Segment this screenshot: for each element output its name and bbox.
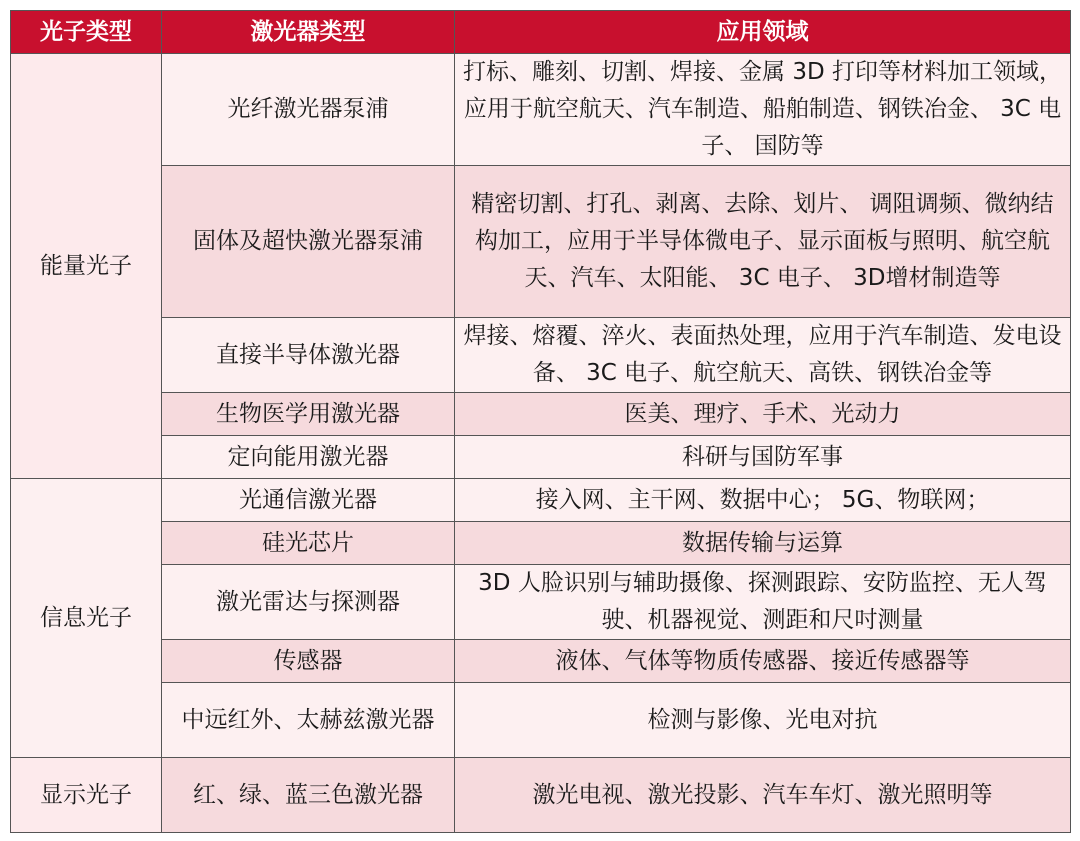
laser-application-table [10,10,1071,833]
application-cell: 接入网、主干网、数据中心； 5G、物联网； [455,479,1071,522]
header-photon-type: 光子类型 [11,11,162,54]
table-row [11,393,1071,436]
table-row [11,522,1071,565]
header-laser-type: 激光器类型 [162,11,455,54]
table-row [11,565,1071,640]
table-row [11,318,1071,393]
category-information-photon: 信息光子 [11,479,162,758]
application-cell: 液体、气体等物质传感器、接近传感器等 [455,640,1071,683]
header-application: 应用领域 [455,11,1071,54]
laser-type-cell: 直接半导体激光器 [162,318,455,393]
laser-type-cell: 光通信激光器 [162,479,455,522]
laser-type-cell: 硅光芯片 [162,522,455,565]
category-display-photon: 显示光子 [11,758,162,833]
laser-type-cell: 定向能用激光器 [162,436,455,479]
application-cell: 3D 人脸识别与辅助摄像、探测跟踪、安防监控、无人驾驶、机器视觉、测距和尺吋测量 [455,565,1071,640]
application-cell: 激光电视、激光投影、汽车车灯、激光照明等 [455,758,1071,833]
laser-type-cell: 传感器 [162,640,455,683]
table-row [11,54,1071,166]
application-cell: 精密切割、打孔、剥离、去除、划片、 调阻调频、微纳结构加工，应用于半导体微电子、显示面板与照明、航空航天、汽车、太阳能、 3C 电子、 3D增材制造等 [455,166,1071,318]
table-row [11,683,1071,758]
application-cell: 检测与影像、光电对抗 [455,683,1071,758]
application-cell: 科研与国防军事 [455,436,1071,479]
table-row [11,758,1071,833]
header-row [11,11,1071,54]
table-row [11,640,1071,683]
laser-type-cell: 光纤激光器泵浦 [162,54,455,166]
laser-type-cell: 生物医学用激光器 [162,393,455,436]
category-energy-photon: 能量光子 [11,54,162,479]
application-cell: 数据传输与运算 [455,522,1071,565]
application-cell: 焊接、熔覆、淬火、表面热处理，应用于汽车制造、发电设备、 3C 电子、航空航天、高铁、钢铁冶金等 [455,318,1071,393]
table-row [11,436,1071,479]
table-row [11,479,1071,522]
laser-type-cell: 激光雷达与探测器 [162,565,455,640]
laser-type-cell: 中远红外、太赫兹激光器 [162,683,455,758]
application-cell: 医美、理疗、手术、光动力 [455,393,1071,436]
laser-type-cell: 红、绿、蓝三色激光器 [162,758,455,833]
table-row [11,166,1071,318]
application-cell: 打标、雕刻、切割、焊接、金属 3D 打印等材料加工领域，应用于航空航天、汽车制造、船舶制造、钢铁冶金、 3C 电子、 国防等 [455,54,1071,166]
laser-type-cell: 固体及超快激光器泵浦 [162,166,455,318]
